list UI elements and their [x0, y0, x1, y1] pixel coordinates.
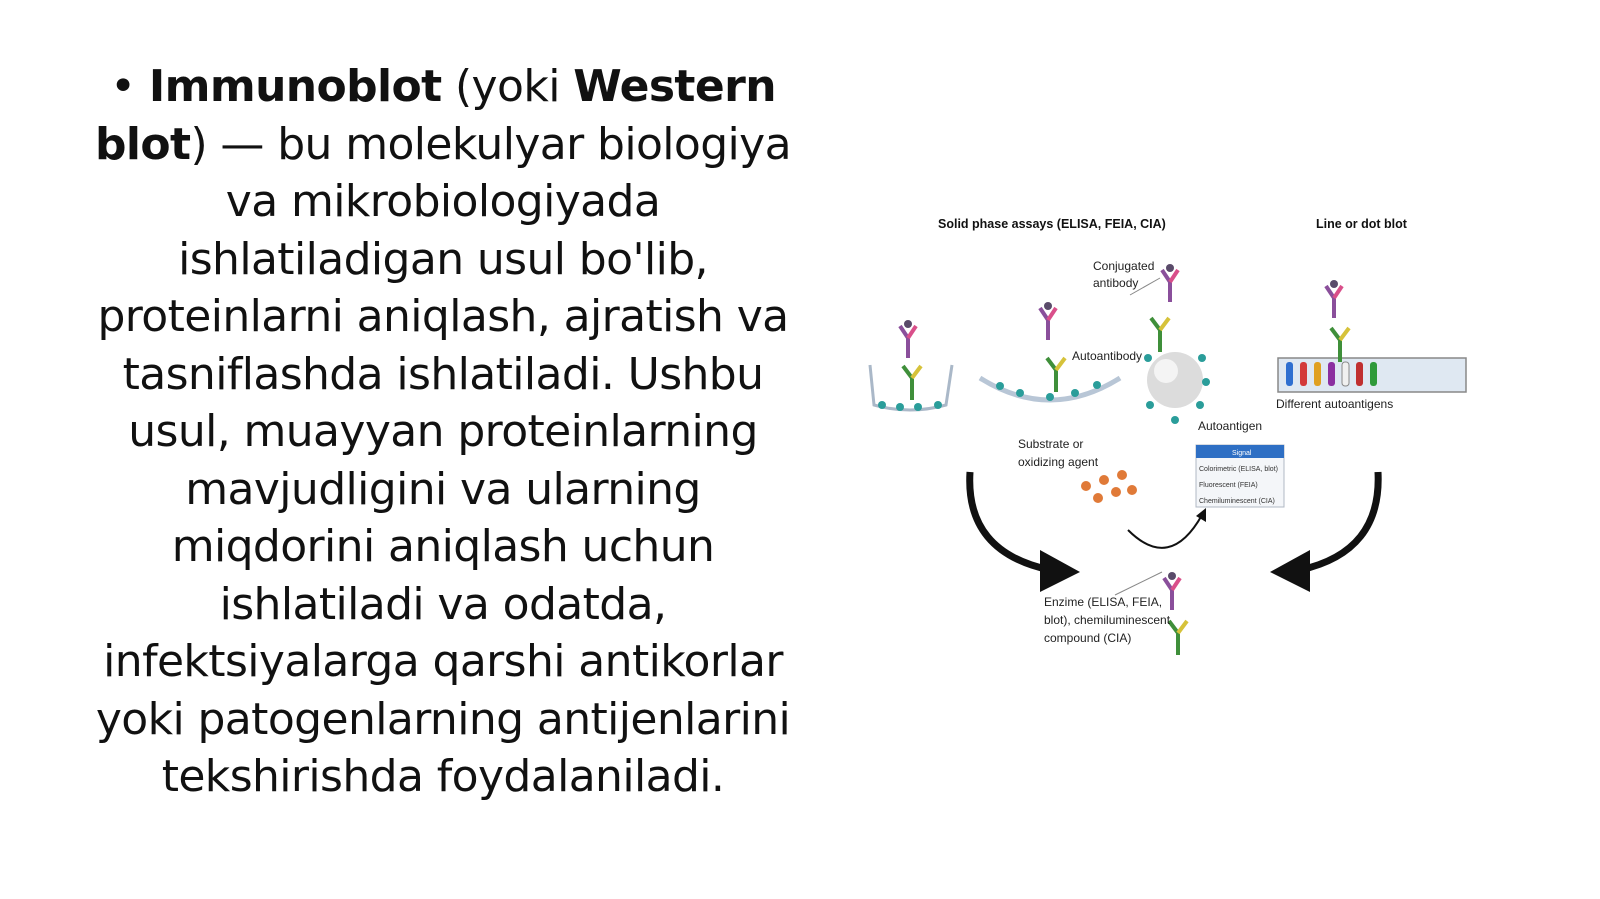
- label-enzyme-3: compound (CIA): [1044, 631, 1132, 645]
- signal-box: [1196, 445, 1284, 507]
- signal-row-colorimetric: Colorimetric (ELISA, blot): [1199, 466, 1278, 473]
- immunoassay-diagram: [860, 200, 1500, 680]
- label-autoantibody: Autoantibody: [1072, 349, 1143, 363]
- signal-row-fluorescent: Fluorescent (FEIA): [1199, 482, 1258, 489]
- blot-strip: [1278, 280, 1466, 392]
- label-substrate-1: Substrate or: [1018, 437, 1084, 451]
- term-immunoblot: Immunoblot: [148, 61, 442, 112]
- label-autoantigen: Autoantigen: [1198, 419, 1263, 433]
- elisa-well: [870, 320, 952, 411]
- diagram-svg: [860, 200, 1500, 680]
- arrow-left-curved: [970, 472, 1080, 592]
- term-western-blot: Western blot: [95, 61, 776, 170]
- bullet: •: [110, 61, 136, 112]
- label-enzyme-1: Enzime (ELISA, FEIA,: [1044, 595, 1163, 609]
- reaction-arrow: [1128, 508, 1206, 548]
- body-text: ) — bu molekulyar biologiya va mikrobiologiyada ishlatiladigan usul bo'lib, proteinlarni aniqlash, ajratish va tasniflashda ishlatiladi. Ushbu usul, muayyan proteinlarning mavjudligini va ularning miqdorini aniqlash uchun ishlatiladi va odatda, infektsiyalarga qarshi antikorlar yoki patogenlarning antijenlarini tekshirishda foydalaniladi.: [95, 118, 791, 802]
- slide-body-text: [88, 58, 798, 806]
- paren-open: (yoki: [441, 61, 574, 112]
- signal-row-chemiluminescent: Chemiluminescent (CIA): [1199, 498, 1275, 505]
- substrate-dots: [1081, 470, 1137, 503]
- arrow-right-curved: [1270, 472, 1378, 592]
- heading-line-dot-blot: Line or dot blot: [1316, 217, 1407, 231]
- bead-sphere: [1144, 264, 1210, 424]
- label-enzyme-2: blot), chemiluminescent: [1044, 613, 1171, 627]
- heading-solid-phase: Solid phase assays (ELISA, FEIA, CIA): [938, 217, 1166, 231]
- signal-header: Signal: [1232, 450, 1252, 457]
- label-substrate-2: oxidizing agent: [1018, 455, 1099, 469]
- label-different-autoantigens: Different autoantigens: [1276, 397, 1394, 411]
- label-conjugated-2: antibody: [1093, 276, 1139, 290]
- label-conjugated-1: Conjugated: [1093, 259, 1155, 273]
